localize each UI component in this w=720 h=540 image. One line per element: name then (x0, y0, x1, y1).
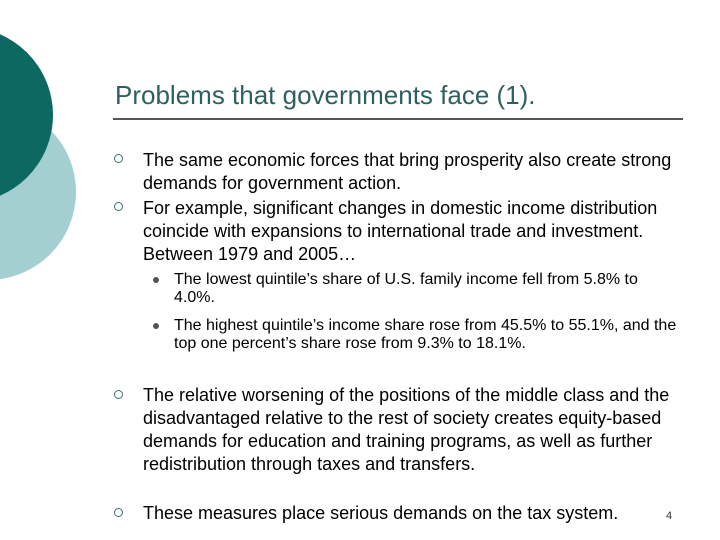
bullet-ring-icon (114, 508, 123, 517)
bullet-ring-icon (114, 390, 123, 399)
bullet-ring-icon (114, 202, 123, 211)
slide-title: Problems that governments face (1). (115, 80, 536, 110)
sub-bullet-item: The lowest quintile’s share of U.S. family income fell from 5.8% to 4.0%. (174, 271, 638, 306)
sub-bullet-dot-icon (153, 277, 159, 283)
sub-bullet-item: The highest quintile’s income share rose from 45.5% to 55.1%, and the top one percent’s share rose from 9.3% to 18.1%. (174, 317, 677, 352)
bullet-item: The relative worsening of the positions of the middle class and the disadvantaged relative to the rest of society creates equity-based demands for education and training programs, as well as further redistribution through taxes and transfers. (143, 385, 670, 474)
sub-bullet-dot-icon (153, 323, 159, 329)
page-number: 4 (666, 510, 673, 522)
bullet-item: The same economic forces that bring prosperity also create strong demands for government action. (143, 150, 672, 193)
bullet-item: For example, significant changes in domestic income distribution coincide with expansions to international trade and investment. Between 1979 and 2005… (143, 198, 658, 264)
bullet-ring-icon (114, 154, 123, 163)
bullet-item: These measures place serious demands on the tax system. (143, 503, 619, 523)
